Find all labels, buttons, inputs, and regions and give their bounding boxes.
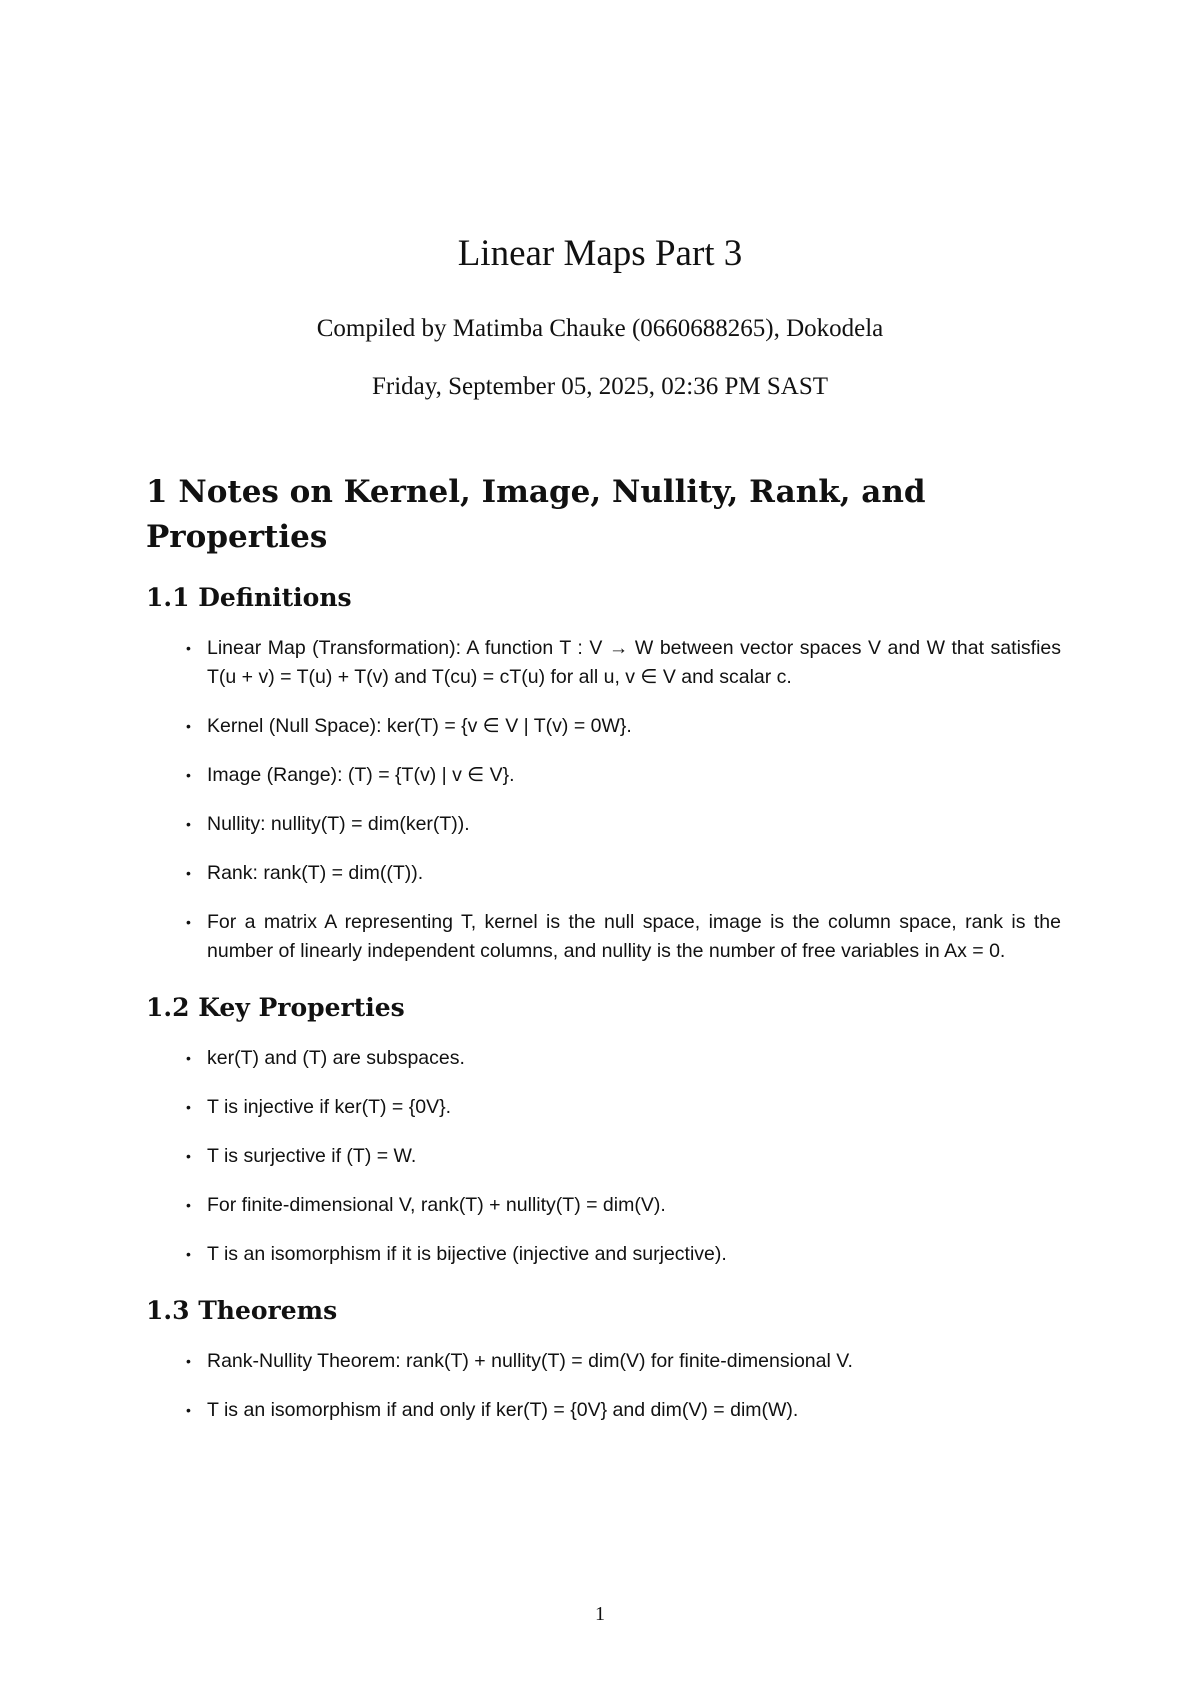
list-item bbox=[146, 1044, 1061, 1073]
list-item bbox=[146, 1240, 1061, 1269]
list-item-text: T is an isomorphism if it is bijective (injective and surjective). bbox=[207, 1243, 727, 1265]
list-item-text: Rank: rank(T) = dim((T)). bbox=[207, 862, 424, 884]
list-item bbox=[146, 761, 1061, 790]
subsection-heading: 1.2 Key Properties bbox=[146, 993, 405, 1022]
subsection-heading: 1.1 Definitions bbox=[146, 583, 352, 612]
list-item bbox=[146, 908, 1061, 966]
document-title: Linear Maps Part 3 bbox=[457, 233, 743, 274]
definitions-list bbox=[146, 634, 1061, 966]
bullet-icon: • bbox=[186, 1246, 191, 1262]
bullet-icon: • bbox=[186, 914, 191, 930]
bullet-icon: • bbox=[186, 640, 191, 656]
bullet-icon: • bbox=[186, 1353, 191, 1369]
page-number: 1 bbox=[595, 1603, 605, 1625]
list-item bbox=[146, 810, 1061, 839]
main-content bbox=[146, 470, 1061, 1451]
bullet-icon: • bbox=[186, 767, 191, 783]
list-item-text: Nullity: nullity(T) = dim(ker(T)). bbox=[207, 813, 470, 835]
list-item-text: Kernel (Null Space): ker(T) = {v ∈ V | T(v) = 0W}. bbox=[207, 715, 632, 737]
theorems-list bbox=[146, 1347, 1061, 1425]
list-item-text: Rank-Nullity Theorem: rank(T) + nullity(T) = dim(V) for finite-dimensional V. bbox=[207, 1350, 853, 1372]
list-item bbox=[146, 859, 1061, 888]
list-item bbox=[146, 1347, 1061, 1376]
bullet-icon: • bbox=[186, 816, 191, 832]
subsection-definitions bbox=[146, 582, 1061, 966]
list-item bbox=[146, 1093, 1061, 1122]
section-heading: 1 Notes on Kernel, Image, Nullity, Rank, and Properties bbox=[146, 474, 926, 555]
list-item-text: T is injective if ker(T) = {0V}. bbox=[207, 1096, 452, 1118]
bullet-icon: • bbox=[186, 865, 191, 881]
list-item bbox=[146, 634, 1061, 692]
bullet-icon: • bbox=[186, 1197, 191, 1213]
list-item bbox=[146, 1142, 1061, 1171]
subsection-key-properties bbox=[146, 992, 1061, 1269]
list-item-text: For a matrix A representing T, kernel is the null space, image is the column space, rank is the number of linearly independent columns, and nullity is the number of free variables in Ax = 0. bbox=[207, 911, 1061, 962]
subsection-heading: 1.3 Theorems bbox=[146, 1296, 338, 1325]
list-item-text: Linear Map (Transformation): A function T : V → W between vector spaces V and W that satisfies T(u + v) = T(u) + T(v) and T(cu) = cT(u) for all u, v ∈ V and scalar c. bbox=[207, 637, 1061, 688]
bullet-icon: • bbox=[186, 1148, 191, 1164]
list-item-text: T is surjective if (T) = W. bbox=[207, 1145, 417, 1167]
bullet-icon: • bbox=[186, 1050, 191, 1066]
subsection-theorems bbox=[146, 1295, 1061, 1425]
bullet-icon: • bbox=[186, 1099, 191, 1115]
list-item bbox=[146, 712, 1061, 741]
list-item-text: ker(T) and (T) are subspaces. bbox=[207, 1047, 465, 1069]
author-line: Compiled by Matimba Chauke (0660688265), Dokodela bbox=[316, 315, 884, 342]
bullet-icon: • bbox=[186, 718, 191, 734]
bullet-icon: • bbox=[186, 1402, 191, 1418]
properties-list bbox=[146, 1044, 1061, 1269]
list-item bbox=[146, 1191, 1061, 1220]
list-item-text: T is an isomorphism if and only if ker(T) = {0V} and dim(V) = dim(W). bbox=[207, 1399, 799, 1421]
list-item bbox=[146, 1396, 1061, 1425]
date-line: Friday, September 05, 2025, 02:36 PM SAST bbox=[371, 373, 829, 400]
list-item-text: For finite-dimensional V, rank(T) + nullity(T) = dim(V). bbox=[207, 1194, 666, 1216]
list-item-text: Image (Range): (T) = {T(v) | v ∈ V}. bbox=[207, 764, 515, 786]
